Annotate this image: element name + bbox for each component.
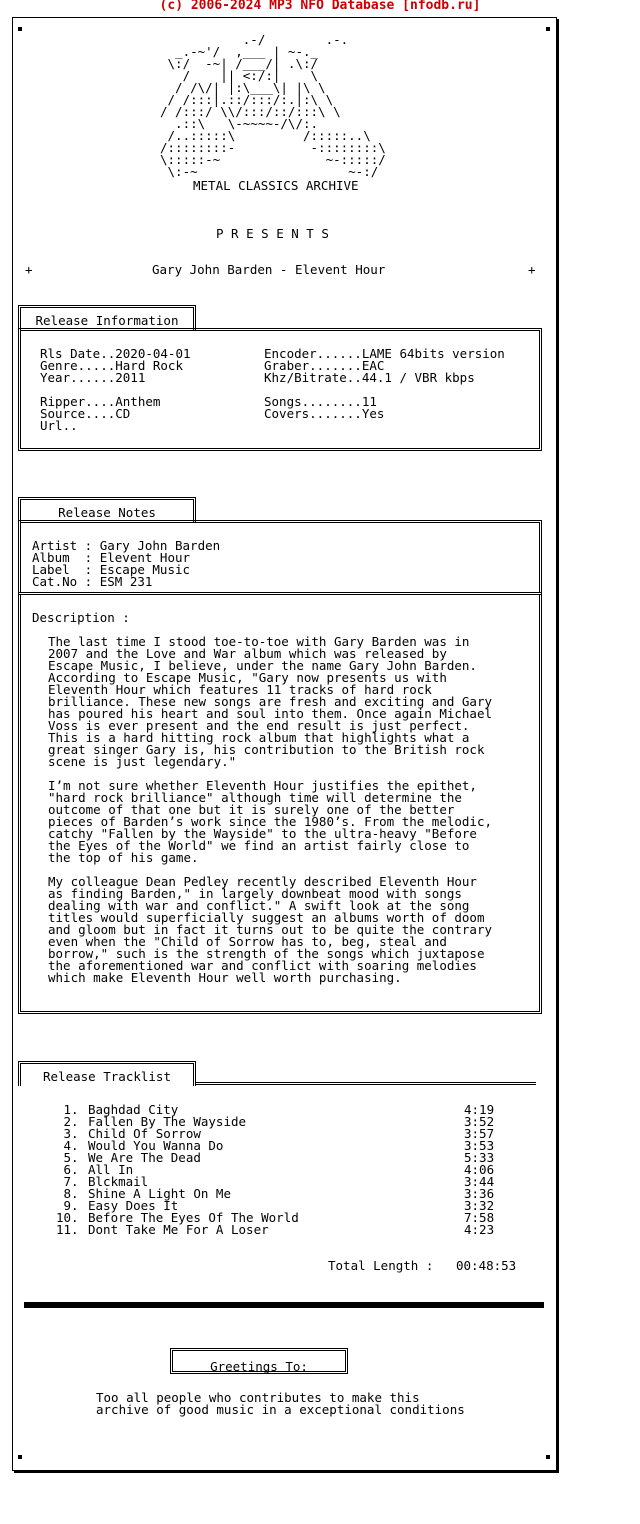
track-time: 4:06 <box>464 1162 495 1177</box>
track-time: 4:23 <box>464 1222 495 1237</box>
track-numbers <box>56 1104 79 1236</box>
corner-dot <box>18 27 22 31</box>
track-number: 10. <box>56 1210 79 1225</box>
track-number: 11. <box>56 1222 79 1237</box>
track-time: 3:44 <box>464 1174 495 1189</box>
track-title: Would You Wanna Do <box>88 1138 224 1153</box>
track-number: 1. <box>56 1102 79 1117</box>
track-title: Fallen By The Wayside <box>88 1114 247 1129</box>
description-line: Voss is ever present and the end result is just perfect. <box>48 718 470 733</box>
songs: Songs........11 <box>264 394 377 409</box>
track-title: Before The Eyes Of The World <box>88 1210 299 1225</box>
artist-field: Artist : Gary John Barden <box>32 538 221 553</box>
track-time: 3:36 <box>464 1186 495 1201</box>
release-title: Gary John Barden - Elevent Hour <box>152 262 386 277</box>
page-header: (c) 2006-2024 MP3 NFO Database [nfodb.ru] <box>159 0 481 13</box>
album-field: Album : Elevent Hour <box>32 550 191 565</box>
tracklist-rule <box>196 1082 536 1085</box>
track-title: Dont Take Me For A Loser <box>88 1222 269 1237</box>
logo-text: METAL CLASSICS ARCHIVE <box>193 178 359 193</box>
rls-date: Rls Date..2020-04-01 <box>40 346 191 361</box>
greetings-title: Greetings To: <box>210 1359 308 1374</box>
track-number: 5. <box>56 1150 79 1165</box>
description-line: and gloom but in fact it turns out to be quite the contrary <box>48 922 493 937</box>
track-number: 8. <box>56 1186 79 1201</box>
track-time: 3:32 <box>464 1198 495 1213</box>
description-line: even when the "Child of Sorrow has to, beg, steal and <box>48 934 447 949</box>
release-info-left <box>40 348 191 432</box>
tracklist-title: Release Tracklist <box>43 1069 171 1084</box>
total-length-value: 00:48:53 <box>456 1258 517 1273</box>
corner-dot <box>546 1455 550 1459</box>
covers: Covers.......Yes <box>264 406 385 421</box>
track-title: All In <box>88 1162 134 1177</box>
source: Source....CD <box>40 406 131 421</box>
bullet: + <box>25 262 33 277</box>
track-times <box>464 1104 494 1236</box>
release-notes-title: Release Notes <box>58 505 156 520</box>
logo-art: .-/ .-. _.-~'/ ,___ | ~-._ \:/ -~| /___/| .\:/ / || <:/:| \ / /\/| |:\___\| |\ \ / /:::|.::/:::/:.|:\ \ / /:::/ \\/:::/::/:::\ \ .::\ \-~~~~-/\/:. /..:::::\ /:::::..\ /::::::::- -::::::::\ \:::::-~ ~-:::::/ \:-~ ~-:/ <box>160 32 386 179</box>
encoder: Encoder......LAME 64bits version <box>264 346 505 361</box>
description-line: Escape Music, I believe, under the name Gary John Barden. <box>48 658 477 673</box>
description-line: scene is just legendary." <box>48 754 237 769</box>
track-number: 7. <box>56 1174 79 1189</box>
description-line: I’m not sure whether Eleventh Hour justifies the epithet, <box>48 778 477 793</box>
track-number: 9. <box>56 1198 79 1213</box>
ripper: Ripper....Anthem <box>40 394 161 409</box>
track-title: Child Of Sorrow <box>88 1126 201 1141</box>
description-line: According to Escape Music, "Gary now presents us with <box>48 670 447 685</box>
description-line: The last time I stood toe-to-toe with Gary Barden was in <box>48 634 470 649</box>
description-paragraph-2 <box>48 780 492 864</box>
track-title: Blckmail <box>88 1174 149 1189</box>
track-title: We Are The Dead <box>88 1150 201 1165</box>
track-time: 3:57 <box>464 1126 495 1141</box>
track-number: 3. <box>56 1126 79 1141</box>
track-number: 2. <box>56 1114 79 1129</box>
description-paragraph-1 <box>48 636 492 768</box>
greetings-line: archive of good music in a exceptional conditions <box>96 1402 465 1417</box>
description-line: outcome of that one but it is surely one of the better <box>48 802 455 817</box>
description-line: which make Eleventh Hour well worth purchasing. <box>48 970 402 985</box>
description-line: pieces of Barden’s work since the 1980’s. From the melodic, <box>48 814 493 829</box>
description-line: "hard rock brilliance" although time will determine the <box>48 790 462 805</box>
description-line: great singer Gary is, his contribution to the British rock <box>48 742 485 757</box>
track-time: 4:19 <box>464 1102 495 1117</box>
description-line: brilliance. These new songs are fresh and exciting and Gary <box>48 694 493 709</box>
release-info-tab <box>18 305 196 330</box>
description-line: dealing with war and conflict." A swift look at the song <box>48 898 470 913</box>
description-line: the top of his game. <box>48 850 199 865</box>
description-paragraph-3 <box>48 876 492 984</box>
tracklist-tab <box>18 1061 196 1086</box>
corner-dot <box>546 27 550 31</box>
description-label: Description : <box>32 610 130 625</box>
description-line: as finding Barden," in largely downbeat mood with songs <box>48 886 462 901</box>
greetings-line: Too all people who contributes to make this <box>96 1390 420 1405</box>
greetings-box <box>170 1348 348 1374</box>
greetings-text <box>96 1392 465 1416</box>
release-info-title: Release Information <box>35 313 179 328</box>
release-notes-fields <box>32 540 220 588</box>
description-line: the aforementioned war and conflict with soaring melodies <box>48 958 477 973</box>
description-line: My colleague Dean Pedley recently described Eleventh Hour <box>48 874 477 889</box>
description-line: catchy "Fallen by the Wayside" to the ultra-heavy "Before <box>48 826 477 841</box>
track-time: 3:53 <box>464 1138 495 1153</box>
corner-dot <box>18 1455 22 1459</box>
graber: Graber.......EAC <box>264 358 385 373</box>
year: Year......2011 <box>40 370 146 385</box>
track-title: Baghdad City <box>88 1102 179 1117</box>
track-time: 3:52 <box>464 1114 495 1129</box>
url: Url.. <box>40 418 78 433</box>
track-time: 7:58 <box>464 1210 495 1225</box>
track-titles <box>88 1104 299 1236</box>
label-field: Label : Escape Music <box>32 562 191 577</box>
description-line: This is a hard hitting rock album that highlights what a <box>48 730 470 745</box>
description-line: has poured his heart and soul into them. Once again Michael <box>48 706 493 721</box>
bullet: + <box>528 262 536 277</box>
track-time: 5:33 <box>464 1150 495 1165</box>
genre: Genre.....Hard Rock <box>40 358 183 373</box>
presents-text: P R E S E N T S <box>216 226 329 241</box>
description-line: the Eyes of the World" we find an artist fairly close to <box>48 838 470 853</box>
divider-bar <box>24 1302 544 1308</box>
description-line: titles would superficially suggest an albums worth of doom <box>48 910 485 925</box>
description-line: borrow," such is the strength of the songs which juxtapose <box>48 946 485 961</box>
release-info-right <box>264 348 505 420</box>
release-notes-tab <box>18 497 196 522</box>
catno-field: Cat.No : ESM 231 <box>32 574 153 589</box>
bitrate: Khz/Bitrate..44.1 / VBR kbps <box>264 370 475 385</box>
track-number: 4. <box>56 1138 79 1153</box>
track-title: Shine A Light On Me <box>88 1186 231 1201</box>
track-title: Easy Does It <box>88 1198 179 1213</box>
description-line: 2007 and the Love and War album which was released by <box>48 646 447 661</box>
track-number: 6. <box>56 1162 79 1177</box>
total-length-label: Total Length : <box>328 1258 434 1273</box>
description-line: Eleventh Hour which features 11 tracks of hard rock <box>48 682 432 697</box>
